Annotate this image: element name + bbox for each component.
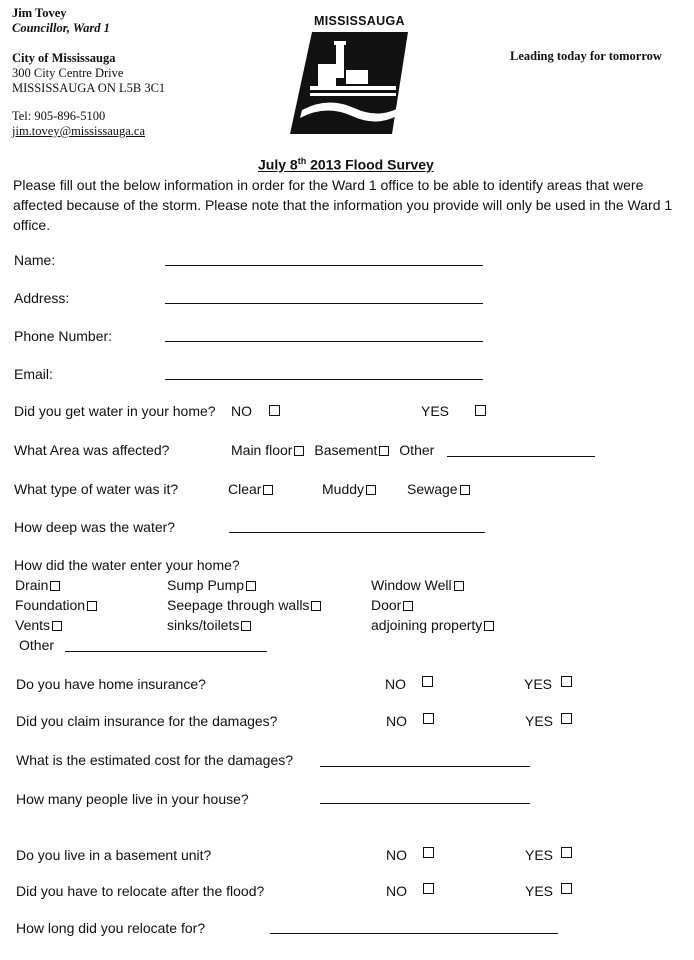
cost-question: What is the estimated cost for the damages? xyxy=(16,752,294,768)
insurance-yes-label: YES xyxy=(524,676,553,692)
basement-yes-label: YES xyxy=(525,847,554,863)
sump-pump-label: Sump Pump xyxy=(167,577,245,593)
drain-checkbox[interactable] xyxy=(50,581,60,591)
name-field[interactable] xyxy=(165,265,483,266)
water-home-yes-checkbox[interactable] xyxy=(475,405,486,416)
address-line-2: MISSISSAUGA ON L5B 3C1 xyxy=(12,81,166,95)
water-home-no-checkbox[interactable] xyxy=(269,405,280,416)
basement-label: Basement xyxy=(314,442,378,458)
window-well-checkbox[interactable] xyxy=(454,581,464,591)
water-type-question: What type of water was it? xyxy=(14,481,179,497)
window-well-option xyxy=(371,577,464,593)
insurance-yes-checkbox[interactable] xyxy=(561,676,572,687)
address-field[interactable] xyxy=(165,303,483,304)
seepage-option xyxy=(167,597,321,613)
basement-no-label: NO xyxy=(386,847,407,863)
sewage-checkbox[interactable] xyxy=(460,485,470,495)
basement-yes-checkbox[interactable] xyxy=(561,847,572,858)
vents-checkbox[interactable] xyxy=(52,621,62,631)
email-link[interactable]: jim.tovey@mississauga.ca xyxy=(12,124,146,138)
sump-pump-checkbox[interactable] xyxy=(246,581,256,591)
insurance-no-checkbox[interactable] xyxy=(422,676,433,687)
foundation-checkbox[interactable] xyxy=(87,601,97,611)
relocate-duration-question: How long did you relocate for? xyxy=(16,920,206,936)
claim-question: Did you claim insurance for the damages? xyxy=(16,713,278,729)
people-field[interactable] xyxy=(320,803,530,804)
adjoining-option xyxy=(371,617,494,633)
councillor-name: Jim Tovey xyxy=(12,6,67,20)
water-home-question: Did you get water in your home? xyxy=(14,403,216,419)
entry-other-field[interactable] xyxy=(65,651,267,652)
area-question: What Area was affected? xyxy=(14,442,170,458)
muddy-checkbox[interactable] xyxy=(366,485,376,495)
area-other-field[interactable] xyxy=(447,456,595,457)
claim-yes-checkbox[interactable] xyxy=(561,713,572,724)
relocate-duration-field[interactable] xyxy=(270,933,558,934)
claim-no-label: NO xyxy=(386,713,407,729)
basement-question: Do you live in a basement unit? xyxy=(16,847,212,863)
claim-yes-label: YES xyxy=(525,713,554,729)
insurance-no-label: NO xyxy=(385,676,406,692)
logo-wordmark: MISSISSAUGA xyxy=(314,14,405,28)
depth-question: How deep was the water? xyxy=(14,519,176,535)
adjoining-checkbox[interactable] xyxy=(484,621,494,631)
tagline: Leading today for tomorrow xyxy=(510,49,662,63)
sewage-label: Sewage xyxy=(407,481,458,497)
depth-field[interactable] xyxy=(229,532,485,533)
muddy-label: Muddy xyxy=(322,481,365,497)
relocate-no-label: NO xyxy=(386,883,407,899)
foundation-label: Foundation xyxy=(15,597,86,613)
entry-other-label: Other xyxy=(19,637,55,653)
intro-paragraph: Please fill out the below information in order for the Ward 1 office to be able to identify areas that were affected because of the storm. Please note that the information you provide will only be used in the Ward 1 office. xyxy=(13,177,673,233)
email-field[interactable] xyxy=(165,379,483,380)
drain-option xyxy=(15,577,60,593)
people-question: How many people live in your house? xyxy=(16,791,249,807)
area-options xyxy=(231,442,434,458)
email-label: Email: xyxy=(14,366,53,382)
door-option xyxy=(371,597,413,613)
address-label: Address: xyxy=(14,290,70,306)
sinks-label: sinks/toilets xyxy=(167,617,240,633)
address-line-1: 300 City Centre Drive xyxy=(12,66,124,80)
clear-option xyxy=(228,481,273,497)
basement-checkbox[interactable] xyxy=(379,446,389,456)
door-label: Door xyxy=(371,597,402,613)
relocate-question: Did you have to relocate after the flood? xyxy=(16,883,265,899)
cost-field[interactable] xyxy=(320,766,530,767)
seepage-label: Seepage through walls xyxy=(167,597,310,613)
drain-label: Drain xyxy=(15,577,49,593)
water-home-yes-label: YES xyxy=(421,403,450,419)
sewage-option xyxy=(407,481,470,497)
city-name: City of Mississauga xyxy=(12,51,116,65)
mississauga-logo xyxy=(288,14,428,142)
phone-label: Phone Number: xyxy=(14,328,113,344)
water-home-no-label: NO xyxy=(231,403,252,419)
claim-no-checkbox[interactable] xyxy=(423,713,434,724)
adjoining-label: adjoining property xyxy=(371,617,483,633)
relocate-yes-label: YES xyxy=(525,883,554,899)
area-other-label: Other xyxy=(399,442,435,458)
clear-label: Clear xyxy=(228,481,262,497)
sinks-checkbox[interactable] xyxy=(241,621,251,631)
name-label: Name: xyxy=(14,252,56,268)
insurance-question: Do you have home insurance? xyxy=(16,676,206,692)
sinks-option xyxy=(167,617,251,633)
clear-checkbox[interactable] xyxy=(263,485,273,495)
foundation-option xyxy=(15,597,97,613)
councillor-role: Councillor, Ward 1 xyxy=(12,21,110,35)
vents-option xyxy=(15,617,62,633)
sump-pump-option xyxy=(167,577,256,593)
phone-line: Tel: 905-896-5100 xyxy=(12,109,106,123)
relocate-yes-checkbox[interactable] xyxy=(561,883,572,894)
logo-emblem-icon xyxy=(288,14,428,142)
main-floor-label: Main floor xyxy=(231,442,293,458)
relocate-no-checkbox[interactable] xyxy=(423,883,434,894)
phone-field[interactable] xyxy=(165,341,483,342)
survey-title: July 8th 2013 Flood Survey xyxy=(258,156,434,173)
door-checkbox[interactable] xyxy=(403,601,413,611)
entry-question: How did the water enter your home? xyxy=(14,557,240,573)
vents-label: Vents xyxy=(15,617,51,633)
muddy-option xyxy=(322,481,376,497)
basement-no-checkbox[interactable] xyxy=(423,847,434,858)
window-well-label: Window Well xyxy=(371,577,452,593)
seepage-checkbox[interactable] xyxy=(311,601,321,611)
main-floor-checkbox[interactable] xyxy=(294,446,304,456)
